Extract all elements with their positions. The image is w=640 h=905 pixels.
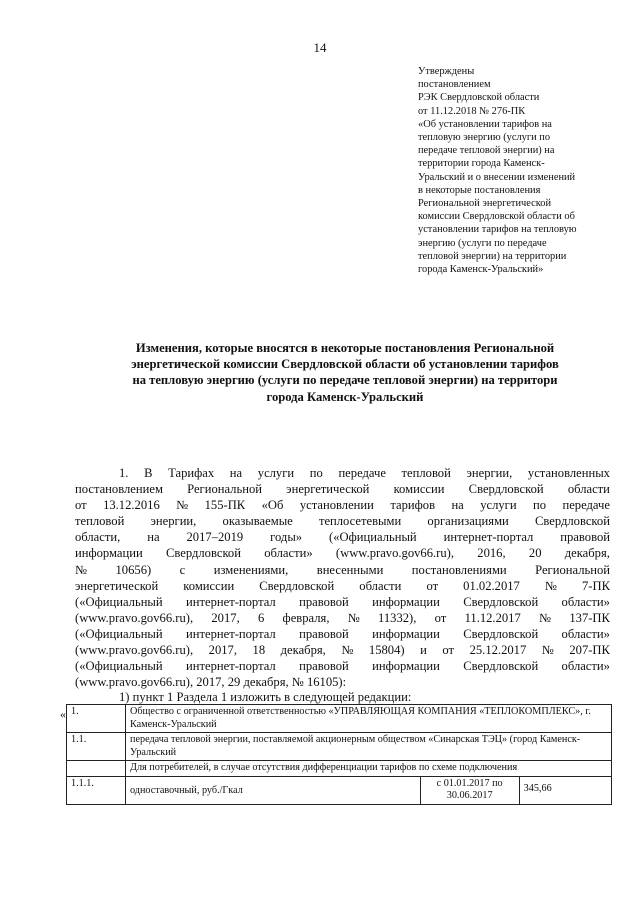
approval-line: Уральский и о внесении изменений bbox=[418, 171, 576, 183]
table-row bbox=[67, 776, 612, 804]
row-number: 1. bbox=[67, 705, 126, 733]
title-line: города Каменск-Уральский bbox=[266, 389, 424, 404]
body-line: («Официальный интернет-портал правовой информации Свердловской области» bbox=[75, 659, 610, 674]
title-line: на тепловую энергию (услуги по передаче тепловой энергии) на территори bbox=[132, 373, 558, 388]
approval-line: РЭК Свердловской области bbox=[418, 92, 540, 104]
table-row bbox=[67, 733, 612, 761]
body-line: 1. В Тарифах на услуги по передаче тепловой энергии, установленных bbox=[119, 466, 610, 480]
tariff-table bbox=[66, 704, 612, 805]
consumer-group: Для потребителей, в случае отсутствия дифференциации тарифов по схеме подключения bbox=[126, 761, 612, 777]
body-line: энергетической комиссии Свердловской области от 01.02.2017 № 7-ПК bbox=[75, 578, 610, 593]
approval-line: Утверждены bbox=[418, 66, 475, 77]
row-number bbox=[67, 761, 126, 777]
body-line: тепловой энергии, оказываемые теплосетевыми организациями Свердловской bbox=[75, 514, 610, 529]
body-line: (www.pravo.gov66.ru), 2017, 6 февраля, № 11332), от 11.12.2017 № 137-ПК bbox=[75, 610, 610, 625]
approval-line: «Об установлении тарифов на bbox=[418, 118, 552, 130]
row-number: 1.1. bbox=[67, 733, 126, 761]
approval-line: от 11.12.2018 № 276-ПК bbox=[418, 105, 526, 117]
title-line: Изменения, которые вносятся в некоторые постановления Региональной bbox=[135, 341, 555, 355]
title-line: энергетической комиссии Свердловской области об установлении тарифов bbox=[131, 357, 559, 372]
document-title bbox=[75, 340, 615, 405]
approval-block bbox=[418, 65, 630, 276]
body-line: («Официальный интернет-портал правовой информации Свердловской области» bbox=[75, 594, 610, 609]
body-line: (www.pravo.gov66.ru), 2017, 18 декабря, № 15804) и от 25.12.2017 № 207-ПК bbox=[75, 643, 610, 658]
table-row bbox=[67, 705, 612, 733]
tariff-period: с 01.01.2017 по 30.06.2017 bbox=[420, 776, 519, 804]
approval-line: Региональной энергетической bbox=[418, 198, 552, 210]
body-line: информации Свердловской области» (www.pravo.gov66.ru), 2016, 20 декабря, bbox=[75, 546, 610, 561]
opening-quote-mark: « bbox=[60, 707, 66, 721]
approval-line: города Каменск-Уральский» bbox=[418, 264, 544, 276]
approval-line: тепловую энергию (услуги по bbox=[418, 132, 551, 144]
approval-line: установлении тарифов на тепловую bbox=[418, 224, 577, 236]
tariff-type: одноставочный, руб./Гкал bbox=[126, 776, 421, 804]
tariff-value: 345,66 bbox=[519, 776, 611, 804]
approval-line: территории города Каменск- bbox=[418, 158, 545, 170]
body-line: № 10656) с изменениями, внесенными постановлениями Региональной bbox=[75, 562, 610, 577]
body-line: области, на 2017–2019 годы» («Официальный интернет-портал правовой bbox=[75, 530, 610, 545]
approval-line: в некоторые постановления bbox=[418, 184, 541, 196]
approval-line: постановлением bbox=[418, 79, 491, 91]
body-line: от 13.12.2016 № 155-ПК «Об установлении тарифов на услуги по передаче bbox=[75, 498, 610, 513]
service-description: передача тепловой энергии, поставляемой акционерным обществом «Синарская ТЭЦ» (город Каменск-Уральский bbox=[126, 733, 612, 761]
body-paragraph bbox=[75, 465, 610, 690]
approval-line: энергию (услуги по передаче bbox=[418, 237, 547, 249]
approval-line: комиссии Свердловской области об bbox=[418, 211, 575, 223]
body-line: («Официальный интернет-портал правовой информации Свердловской области» bbox=[75, 626, 610, 641]
subitem-text: 1) пункт 1 Раздела 1 изложить в следующей редакции: bbox=[119, 690, 412, 704]
approval-line: тепловой энергии) на территории bbox=[418, 250, 567, 262]
row-number: 1.1.1. bbox=[67, 776, 126, 804]
body-line: (www.pravo.gov66.ru), 2017, 29 декабря, № 16105): bbox=[75, 675, 347, 690]
approval-line: передаче тепловой энергии) на bbox=[418, 145, 555, 157]
organization-name: Общество с ограниченной ответственностью «УПРАВЛЯЮЩАЯ КОМПАНИЯ «ТЕПЛОКОМПЛЕКС», г. Каменск-Уральский bbox=[126, 705, 612, 733]
page-number: 14 bbox=[313, 40, 327, 55]
table-row bbox=[67, 761, 612, 777]
body-line: постановлением Региональной энергетической комиссии Свердловской области bbox=[75, 482, 610, 497]
